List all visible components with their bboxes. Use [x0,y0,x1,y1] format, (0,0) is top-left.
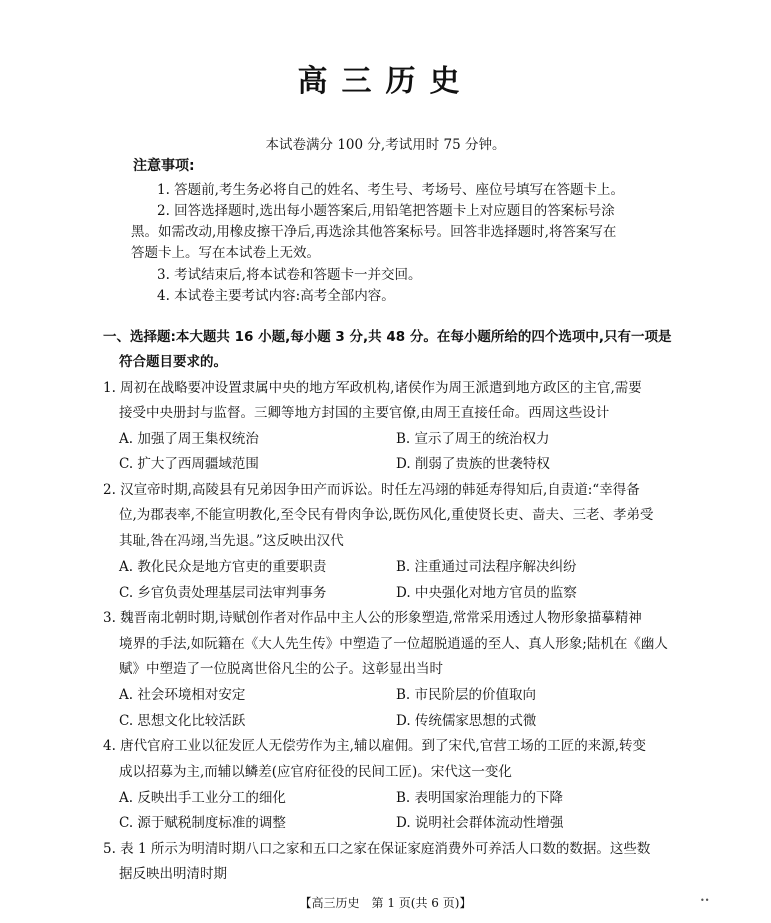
question-3-option-c: C. 思想文化比较活跃 [119,713,246,729]
question-3-stem: 赋》中塑造了一位脱离世俗凡尘的公子。这彰显出当时 [119,661,443,677]
question-2-option-a: A. 教化民众是地方官吏的重要职责 [119,559,327,575]
page-footer: 【高三历史 第 1 页(共 6 页)】 [299,896,472,910]
question-4-option-d: D. 说明社会群体流动性增强 [396,815,564,831]
question-2-stem: 其耻,咎在冯翊,当先退。”这反映出汉代 [119,533,344,549]
question-1-option-a: A. 加强了周王集权统治 [119,431,259,447]
question-3-option-a: A. 社会环境相对安定 [119,687,246,703]
notice-line: 黑。如需改动,用橡皮擦干净后,再选涂其他答案标号。回答非选择题时,将答案写在 [131,224,617,240]
notice-line: 答题卡上。写在本试卷上无效。 [131,245,320,261]
question-2-stem: 位,为郡表率,不能宣明教化,至令民有骨肉争讼,既伤风化,重使贤长吏、啬夫、三老、孝弟受 [119,507,654,523]
question-1-option-b: B. 宣示了周王的统治权力 [396,431,550,447]
question-1-option-c: C. 扩大了西周疆域范围 [119,456,259,472]
question-3-option-b: B. 市民阶层的价值取向 [396,687,537,703]
notice-line: 1. 答题前,考生务必将自己的姓名、考生号、考场号、座位号填写在答题卡上。 [157,182,624,198]
notice-line: 4. 本试卷主要考试内容:高考全部内容。 [157,288,395,304]
notice-line: 2. 回答选择题时,选出每小题答案后,用铅笔把答题卡上对应题目的答案标号涂 [157,203,615,219]
question-3-stem: 3. 魏晋南北朝时期,诗赋创作者对作品中主人公的形象塑造,常常采用透过人物形象描摹精神 [103,610,642,626]
notice-line: 3. 考试结束后,将本试卷和答题卡一并交回。 [157,267,422,283]
question-5-stem: 5. 表 1 所示为明清时期八口之家和五口之家在保证家庭消费外可养活人口数的数据。这些数 [103,841,651,857]
question-2-stem: 2. 汉宣帝时期,高陵县有兄弟因争田产而诉讼。时任左冯翊的韩延寿得知后,自责道:“幸得备 [103,482,640,498]
question-3-stem: 境界的手法,如阮籍在《大人先生传》中塑造了一位超脱逍遥的至人、真人形象;陆机在《幽人 [119,636,668,652]
page-title: 高三历史 [297,64,474,99]
question-1-stem: 接受中央册封与监督。三卿等地方封国的主要官僚,由周王直接任命。西周这些设计 [119,405,610,421]
question-5-stem: 据反映出明清时期 [119,866,227,882]
question-4-option-a: A. 反映出手工业分工的细化 [119,790,286,806]
question-4-stem: 成以招募为主,而辅以鳞差(应官府征役的民间工匠)。宋代这一变化 [119,764,512,780]
question-3-option-d: D. 传统儒家思想的式微 [396,713,537,729]
section-heading: 一、选择题:本大题共 16 小题,每小题 3 分,共 48 分。在每小题所给的四个选项中,只有一项是 [103,329,672,345]
notice-heading: 注意事项: [133,158,195,174]
question-2-option-b: B. 注重通过司法程序解决纠纷 [396,559,577,575]
question-4-option-b: B. 表明国家治理能力的下降 [396,790,564,806]
corner-mark: •• [700,896,710,905]
exam-info: 本试卷满分 100 分,考试用时 75 分钟。 [265,137,506,153]
section-heading-cont: 符合题目要求的。 [119,354,227,370]
question-2-option-c: C. 乡官负责处理基层司法审判事务 [119,585,327,601]
question-4-option-c: C. 源于赋税制度标准的调整 [119,815,286,831]
question-1-option-d: D. 削弱了贵族的世袭特权 [396,456,550,472]
question-4-stem: 4. 唐代官府工业以征发匠人无偿劳作为主,辅以雇佣。到了宋代,官营工场的工匠的来源,转变 [103,738,647,754]
question-2-option-d: D. 中央强化对地方官员的监察 [396,585,577,601]
question-1-stem: 1. 周初在战略要冲设置隶属中央的地方军政机构,诸侯作为周王派遣到地方政区的主官,需要 [103,380,642,396]
